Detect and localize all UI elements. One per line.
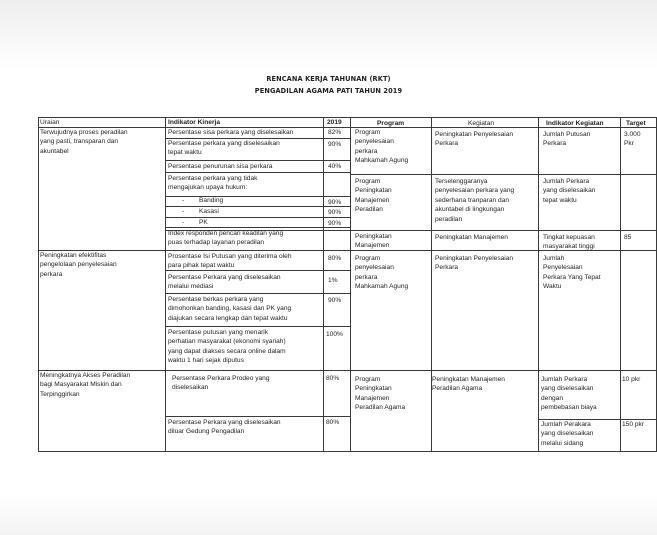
value-cell: 90% [328, 209, 342, 216]
indikator-cell: perhatian masyarakat (ekonomi syariah) [168, 338, 286, 346]
indikator-kegiatan-cell: Perkara Yang Tepat [543, 273, 601, 281]
target-cell: Pkr [624, 140, 634, 148]
value-cell: 40% [328, 163, 342, 170]
table-rule-h [165, 326, 351, 327]
program-cell: Peradilan [355, 206, 383, 214]
program-cell: Mahkamah Agung [355, 283, 409, 291]
indikator-cell: tepat waktu [168, 149, 202, 157]
program-cell: perkara [355, 273, 378, 281]
indikator-kegiatan-cell: yang diselesaikan [541, 430, 594, 438]
kegiatan-cell: Peradilan Agama [432, 385, 483, 393]
indikator-kegiatan-cell: Perkara [543, 140, 567, 148]
indikator-sub-cell: Kasasi [199, 208, 219, 215]
indikator-sub-marker: - [182, 208, 185, 215]
kegiatan-cell: Peningkatan Penyelesaian [435, 255, 514, 262]
indikator-kegiatan-cell: Jumlah Perakara [541, 421, 591, 428]
indikator-sub-marker: - [182, 219, 185, 226]
program-cell: Mahkamah Agung [355, 157, 409, 165]
table-rule-v [165, 117, 166, 452]
value-cell: 90% [328, 220, 342, 227]
indikator-kegiatan-cell: Jumlah [543, 255, 565, 262]
program-cell: Peradilan Agama [355, 404, 406, 412]
kegiatan-cell: Peningkatan Manajemen [432, 376, 505, 383]
target-cell: 85 [624, 234, 632, 241]
program-cell: Peningkatan [355, 187, 392, 195]
program-cell: Program [355, 376, 381, 383]
kegiatan-cell: Perkara [435, 140, 459, 148]
uraian-cell: yang pasti, transparan dan [40, 138, 119, 146]
indikator-kegiatan-cell: dengan [541, 394, 564, 402]
program-cell: perkara [355, 147, 378, 155]
col-header-target: Target [626, 120, 646, 127]
indikator-cell: Persentase perkara yang diselesaikan [168, 140, 280, 147]
kegiatan-cell: Perkara [435, 264, 459, 272]
kegiatan-cell: Peningkatan Manajemen [435, 234, 508, 241]
uraian-cell: pengelolaan penyelesaian [40, 261, 117, 269]
value-cell: 90% [328, 297, 342, 304]
program-cell: Peningkatan [355, 385, 392, 393]
uraian-cell: Meningkatnya Akses Peradilan [40, 372, 131, 379]
value-cell: 100% [326, 331, 343, 338]
table-rule-h [165, 293, 351, 294]
indikator-kegiatan-cell: Jumlah Perkara [541, 376, 588, 383]
indikator-sub-cell: Banding [199, 197, 224, 204]
indikator-kegiatan-cell: masyarakat tinggi [543, 243, 595, 251]
table-rule-v [350, 117, 351, 452]
indikator-sub-marker: - [182, 197, 185, 204]
indikator-cell: Prosentase Isi Putusan yang diterima oleh [168, 253, 292, 260]
program-cell: penyelesaian [355, 138, 394, 146]
program-cell: Program [355, 178, 381, 185]
target-cell: 10 pkr [622, 376, 641, 383]
table-rule-v [323, 117, 324, 452]
table-rule-h [165, 172, 351, 173]
uraian-cell: Terpinggirkan [40, 390, 80, 398]
program-cell: Program [355, 129, 381, 136]
col-header-indikator-kegiatan: Indikator Kegiatan [546, 120, 604, 127]
indikator-cell: Persentase penurunan sisa perkara [168, 163, 273, 170]
table-rule-h [165, 196, 351, 197]
table-rule-v [38, 117, 39, 452]
program-cell: Program [355, 255, 381, 262]
value-cell: 80% [326, 375, 340, 382]
col-header-indikator-kinerja: Indikator Kinerja [168, 119, 221, 126]
indikator-cell: Index responden pencari keadilan yang [168, 230, 284, 237]
value-cell: 90% [328, 199, 342, 206]
program-cell: Manajemen [355, 394, 390, 402]
table-rule-h [165, 206, 351, 207]
scan-shadow-top [0, 0, 657, 70]
value-cell: 80% [326, 419, 340, 426]
indikator-kegiatan-cell: Tingkat kepuasan [543, 234, 595, 241]
indikator-cell: Persentase perkara yang tidak [168, 175, 258, 182]
document-subtitle: PENGADILAN AGAMA PATI TAHUN 2019 [254, 87, 403, 95]
indikator-kegiatan-cell: yang diselesaikan [543, 187, 596, 195]
indikator-kegiatan-cell: yang diselesaikan [541, 385, 594, 393]
indikator-kegiatan-cell: Penyelesaian [543, 264, 583, 272]
kegiatan-cell: sederhana tranparan dan [435, 196, 510, 204]
uraian-cell: Peningkatan efektifitas [40, 252, 107, 259]
table-rule-v [431, 117, 432, 452]
table-rule-v [620, 117, 621, 452]
indikator-cell: dimohonkan banding, kasasi dan PK yang [168, 305, 292, 313]
indikator-cell: diajukan secara lengkap dan tepat waktu [168, 314, 288, 322]
value-cell: 80% [328, 255, 342, 262]
indikator-kegiatan-cell: Jumlah Putusan [543, 131, 591, 138]
target-cell: 150 pkr [622, 421, 644, 428]
value-cell: 1% [328, 277, 338, 284]
value-cell: 82% [328, 129, 342, 136]
program-cell: penyelesaian [355, 264, 394, 272]
indikator-cell: Persentase Perkara Prodeo yang [172, 375, 270, 382]
indikator-cell: mengajukan upaya hukum: [168, 184, 248, 192]
program-cell: Peningkatan [355, 233, 392, 240]
table-rule-h [165, 227, 351, 228]
col-header-kegiatan: Kegiatan [468, 120, 495, 127]
indikator-kegiatan-cell: Waktu [543, 283, 562, 291]
indikator-cell: para pihak tepat waktu [168, 262, 235, 270]
indikator-cell: diluar Gedung Pengadilan [168, 428, 245, 436]
indikator-kegiatan-cell: Jumlah Perkara [543, 178, 590, 185]
target-cell: 3.000 [624, 131, 641, 138]
value-cell: 90% [328, 141, 342, 148]
kegiatan-cell: akuntabel di lingkungan [435, 206, 505, 214]
indikator-cell: melalui mediasi [168, 283, 214, 291]
table-rule-h [38, 117, 657, 118]
kegiatan-cell: Peningkatan Penyelesaian [435, 131, 514, 138]
table-rule-h [165, 416, 351, 417]
indikator-cell: Persentase Perkara yang diselesaikan [168, 419, 281, 426]
table-rule-h [38, 451, 657, 452]
document-title: RENCANA KERJA TAHUNAN (RKT) [266, 75, 391, 83]
table-rule-h [165, 160, 351, 161]
indikator-cell: waktu 1 hari sejak diputus [168, 357, 244, 365]
indikator-cell: Persentase sisa perkara yang diselesaikan [168, 129, 294, 136]
indikator-cell: yang dapat diakses secara online dalam [168, 347, 286, 355]
indikator-cell: Persentase Perkara yang diselesaikan [168, 274, 281, 281]
indikator-cell: diselesaikan [172, 384, 209, 392]
uraian-cell: akuntabel [40, 147, 69, 155]
uraian-cell: Terwujudnya proses peradilan [40, 129, 128, 136]
program-cell: Manajemen [355, 196, 390, 204]
scan-shadow-bottom [0, 495, 657, 535]
indikator-cell: Persentase berkas perkara yang [168, 296, 264, 303]
table-rule-h [350, 174, 657, 175]
col-header-uraian: Uraian [40, 119, 60, 126]
col-header-program: Program [377, 120, 405, 127]
table-rule-h [165, 217, 351, 218]
kegiatan-cell: Terselenggaranya [435, 178, 488, 185]
indikator-kegiatan-cell: tepat waktu [543, 196, 577, 204]
uraian-cell: bagi Masyarakat Miskin dan [40, 381, 122, 389]
indikator-cell: puas terhadap layanan peradilan [168, 239, 265, 247]
indikator-sub-cell: PK [199, 219, 208, 226]
indikator-kegiatan-cell: pembebasan biaya [541, 404, 597, 412]
program-cell: Manajemen [355, 242, 390, 250]
kegiatan-cell: penyelesaian perkara yang [435, 187, 515, 195]
indikator-kegiatan-cell: melalui sidang [541, 439, 584, 447]
kegiatan-cell: peradilan [435, 215, 463, 223]
indikator-cell: Persentase putusan yang menarik [168, 329, 269, 336]
col-header-2019: 2019 [327, 119, 342, 126]
table-rule-h [38, 370, 657, 371]
uraian-cell: perkara [40, 270, 63, 278]
table-rule-v [538, 117, 539, 452]
